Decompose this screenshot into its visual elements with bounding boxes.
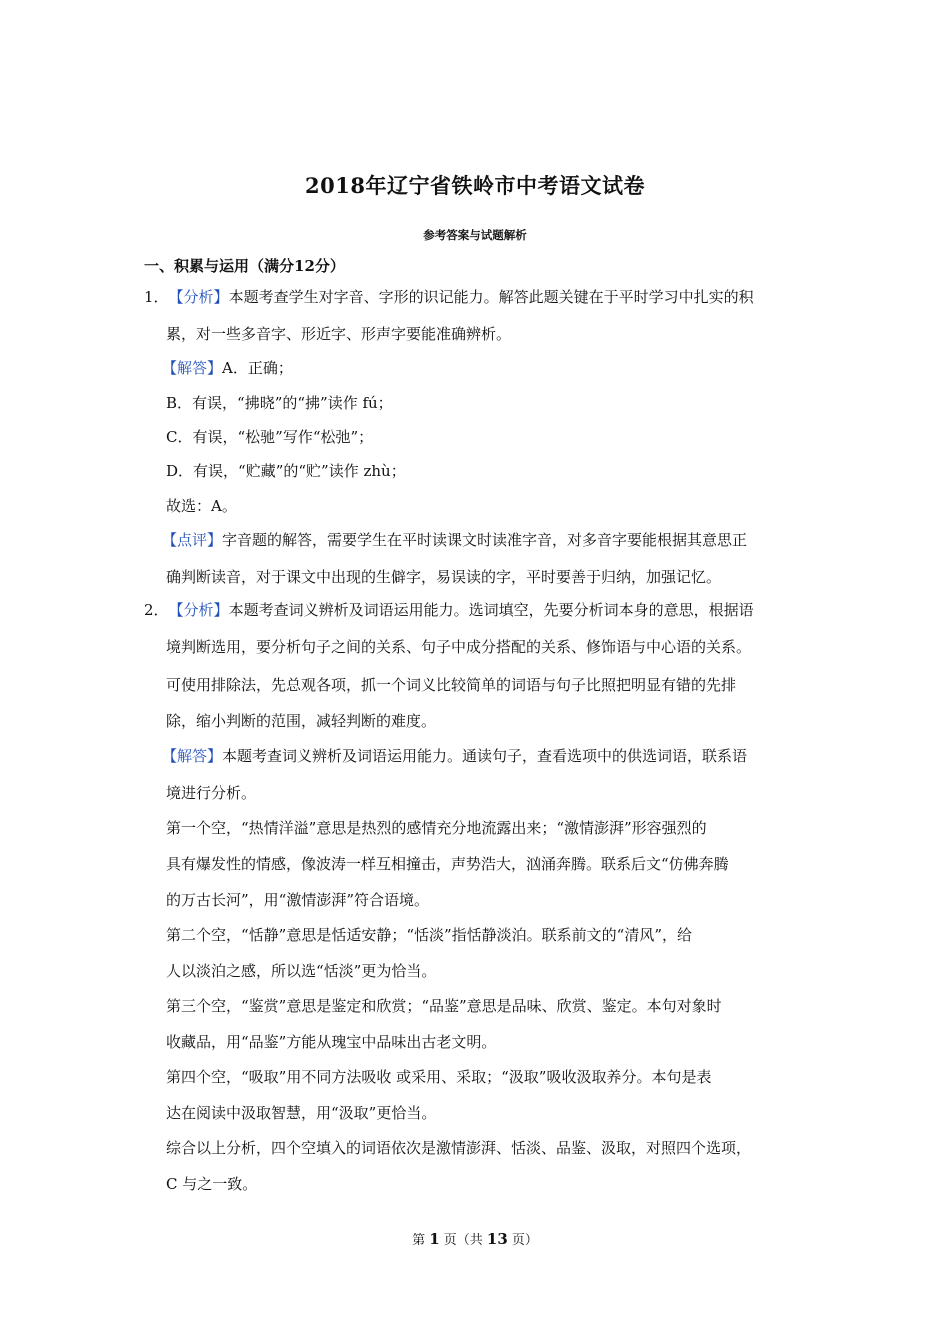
footer-suffix: 页）	[507, 1233, 538, 1248]
q2-analysis-line-1	[144, 600, 754, 620]
q2-analysis-line-2: 境判断选用，要分析句子之间的关系、句子中成分搭配的关系、修饰语与中心语的关系。	[166, 638, 752, 656]
analysis-tag: 【分析】	[168, 601, 229, 619]
q2-blank3-line-1: 第三个空，“鉴赏”意思是鉴定和欣赏；“品鉴”意思是品味、欣赏、鉴定。本句对象时	[166, 997, 722, 1015]
q2-blank1-line-1: 第一个空，“热情洋溢”意思是热烈的感情充分地流露出来；“激情澎湃”形容强烈的	[166, 819, 707, 837]
q2-summary-line-1: 综合以上分析，四个空填入的词语依次是激情澎湃、恬淡、品鉴、汲取，对照四个选项，	[166, 1139, 752, 1157]
page-footer	[0, 1229, 950, 1248]
q2-blank1-line-2: 具有爆发性的情感，像波涛一样互相撞击，声势浩大，汹涌奔腾。联系后文“仿佛奔腾	[166, 855, 729, 873]
q2-blank1-line-3: 的万古长河”，用“激情澎湃”符合语境。	[166, 891, 430, 909]
q2-answer-text-1: 本题考查词义辨析及词语运用能力。通读句子，查看选项中的供选词语，联系语	[222, 747, 748, 765]
q2-blank2-line-1: 第二个空，“恬静”意思是恬适安静；“恬淡”指恬静淡泊。联系前文的“清风”，给	[166, 926, 693, 944]
footer-prefix: 第	[412, 1233, 430, 1248]
q2-analysis-line-3: 可使用排除法，先总观各项，抓一个词义比较简单的词语与句子比照把明显有错的先排	[166, 676, 737, 694]
q1-comment-line-2: 确判断读音，对于课文中出现的生僻字，易误读的字，平时要善于归纳，加强记忆。	[166, 568, 722, 586]
question-number: 2．	[144, 601, 169, 619]
q2-analysis-line-4: 除，缩小判断的范围，减轻判断的难度。	[166, 712, 437, 730]
q2-answer-line-2: 境进行分析。	[166, 784, 257, 802]
q1-answer-b: B．有误，“拂晓”的“拂”读作 fú；	[166, 394, 393, 412]
footer-total-pages: 13	[486, 1230, 508, 1248]
q2-blank3-line-2: 收藏品，用“品鉴”方能从瑰宝中品味出古老文明。	[166, 1033, 497, 1051]
q1-answer-a: A．正确；	[222, 359, 293, 377]
answer-tag: 【解答】	[162, 747, 223, 765]
q1-analysis-line-1	[144, 287, 754, 307]
q2-summary-line-2: C 与之一致。	[166, 1175, 258, 1193]
q1-analysis-line-2: 累，对一些多音字、形近字、形声字要能准确辨析。	[166, 325, 512, 343]
page-title: 2018年辽宁省铁岭市中考语文试卷	[305, 173, 645, 198]
answer-tag: 【解答】	[162, 359, 223, 377]
q1-answer-c: C．有误，“松驰”写作“松弛”；	[166, 428, 374, 446]
q1-comment-line-1	[162, 530, 747, 550]
q1-answer-choice: 故选：A。	[166, 497, 237, 515]
q1-analysis-text-1: 本题考查学生对字音、字形的识记能力。解答此题关键在于平时学习中扎实的积	[228, 288, 754, 306]
q2-blank2-line-2: 人以淡泊之感，所以选“恬淡”更为恰当。	[166, 962, 437, 980]
q1-comment-text-1: 字音题的解答，需要学生在平时读课文时读准字音，对多音字要能根据其意思正	[222, 531, 748, 549]
page-subtitle: 参考答案与试题解析	[423, 228, 527, 242]
analysis-tag: 【分析】	[168, 288, 229, 306]
q2-answer-line-1	[162, 746, 747, 766]
q1-answer-line	[162, 358, 293, 378]
comment-tag: 【点评】	[162, 531, 223, 549]
q2-blank4-line-2: 达在阅读中汲取智慧，用“汲取”更恰当。	[166, 1104, 437, 1122]
footer-middle: 页（共	[439, 1233, 487, 1248]
q1-answer-d: D．有误，“贮藏”的“贮”读作 zhù；	[166, 462, 406, 480]
q2-analysis-text-1: 本题考查词义辨析及词语运用能力。选词填空，先要分析词本身的意思，根据语	[228, 601, 754, 619]
question-number: 1．	[144, 288, 169, 306]
q2-blank4-line-1: 第四个空，“吸取”用不同方法吸收 或采用、采取；“汲取”吸收汲取养分。本句是表	[166, 1068, 712, 1086]
footer-page-number: 1	[429, 1230, 440, 1248]
section-heading: 一、积累与运用（满分12分）	[144, 257, 345, 275]
